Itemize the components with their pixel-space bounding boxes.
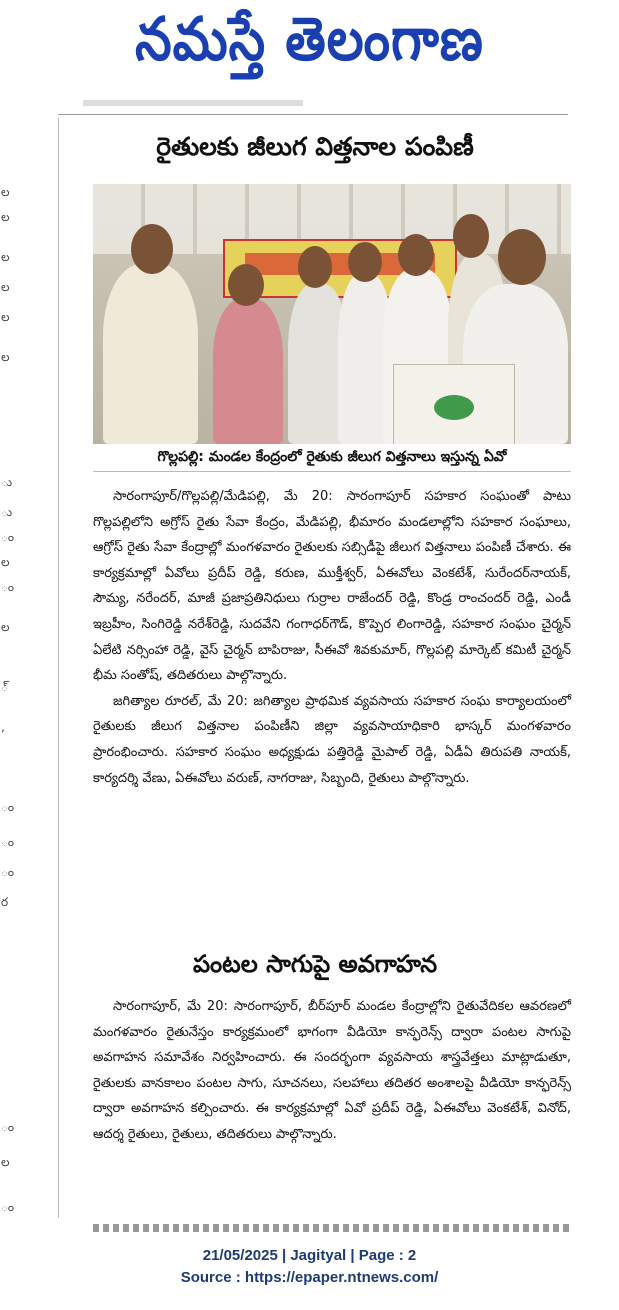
person-head [498,229,546,285]
article-headline-2: పంటల సాగుపై అవగాహన [192,950,438,978]
person [213,299,283,444]
person-head [398,234,434,276]
person-head [131,224,173,274]
article-paragraph: సారంగాపూర్, మే 20: సారంగాపూర్, బీర్‌పూర్ మండల కేంద్రాల్లోని రైతువేదికల ఆవరణలో మంగళవారం రైతునేస్తం కార్యక్రమంలో భాగంగా వీడియో కాన్ఫరెన్స్ ద్వారా పంటల సాగుపై అవగాహన సమావేశం నిర్వహించారు. ఈ సందర్భంగా వ్యవసాయ శాస్త్రవేత్తలు మాట్లాడుతూ, రైతులకు వానకాలం పంటల సాగు, సూచనలు, సలహాలు తదితర అంశాలపై వీడియో కాన్ఫరెన్స్ ద్వారా అవగాహన కల్పించారు. ఈ కార్యక్రమాల్లో ఏవో ప్రదీప్ రెడ్డి, ఏఈవోలు వెంకటేశ్, వినోద్, ఆదర్శ రైతులు, రైతులు, తదితరులు పాల్గొన్నారు. [93,999,571,1142]
article-body-2 [93,994,571,1148]
article-paragraph: జగిత్యాల రూరల్, మే 20: జగిత్యాల ప్రాథమిక వ్యవసాయ సహకార సంఘ కార్యాలయంలో రైతులకు జీలుగ విత్తనాల పంపిణీని జిల్లా వ్యవసాయాధికారి భాస్కర్ మంగళవారం ప్రారంభించారు. సహకార సంఘం అధ్యక్షుడు పత్తిరెడ్డి మైపాల్ రెడ్డి, ఏడీఏ తిరుపతి నాయక్, కార్యదర్శి వేణు, ఏఈవోలు వరుణ్, నాగరాజు, సిబ్బంది, రైతులు పాల్గొన్నారు. [93,693,571,786]
seed-bag [393,364,515,444]
person-head [453,214,489,258]
person-head [298,246,332,288]
person-head [348,242,382,282]
article-headline: రైతులకు జీలుగ విత్తనాల పంపిణీ [156,132,474,161]
article-body [93,484,571,791]
faded-header-text [83,100,303,106]
newspaper-title: నమస్తే తెలంగాణ [135,5,484,75]
person [103,264,198,444]
article-paragraph: సారంగాపూర్/గొల్లపల్లి/మేడిపల్లి, మే 20: సారంగాపూర్ సహకార సంఘంతో పాటు గొల్లపల్లిలోని అగ్రోస్ రైతు సేవా కేంద్రం, మేడిపల్లి, భీమారం మండలాల్లోని సహకార సంఘాలు, ఆగ్రోస్ రైతు సేవా కేంద్రాల్లో మంగళవారం రైతులకు సబ్సిడీపై జీలుగ విత్తనాలు పంపిణీ చేశారు. ఈ కార్యక్రమాల్లో ఏవోలు ప్రదీప్ రెడ్డి, కరుణ, ముక్తీశ్వర్, ఏఈవోలు వెంకటేశ్, సురేందర్‌నాయక్, సౌమ్య, నరేందర్, మాజీ ప్రజాప్రతినిధులు గుర్రాల రాజేందర్ రెడ్డి, కొండ్ర రాంచందర్ రెడ్డి, ఎండీ ఇబ్రహీం, సింగిరెడ్డి నరేశ్‌రెడ్డి, సుదవేని గంగాధర్‌గౌడ్, కొప్పెర లింగారెడ్డి, సహకార సంఘం చైర్మన్ ఏలేటి నర్సింహా రెడ్డి, వైస్ చైర్మన్ బాపిరాజు, సీఈవో శివకుమార్, గొల్లపల్లి మార్కెట్ కమిటీ చైర్మన్ భీమ సంతోష్, తదితరులు పాల్గొన్నారు. [93,489,571,684]
masthead [0,0,619,95]
photo-caption: గొల్లపల్లి: మండల కేంద్రంలో రైతుకు జీలుగ విత్తనాలు ఇస్తున్న ఏవో [93,449,571,472]
column-divider [58,118,59,1218]
header-rule [58,100,568,115]
next-headline-cutoff [93,1224,571,1232]
footer-source-line: Source : https://epaper.ntnews.com/ [180,1269,439,1286]
adjacent-column-edge: ల ల ల ల ల ల ు ు ం ల ం ల ్ , ం ం ం ర ం ల ం [1,185,15,1214]
page-footer [0,1245,619,1289]
footer-date-line: 21/05/2025 | Jagityal | Page : 2 [202,1247,417,1264]
person-head [228,264,264,306]
news-photo [93,184,571,444]
